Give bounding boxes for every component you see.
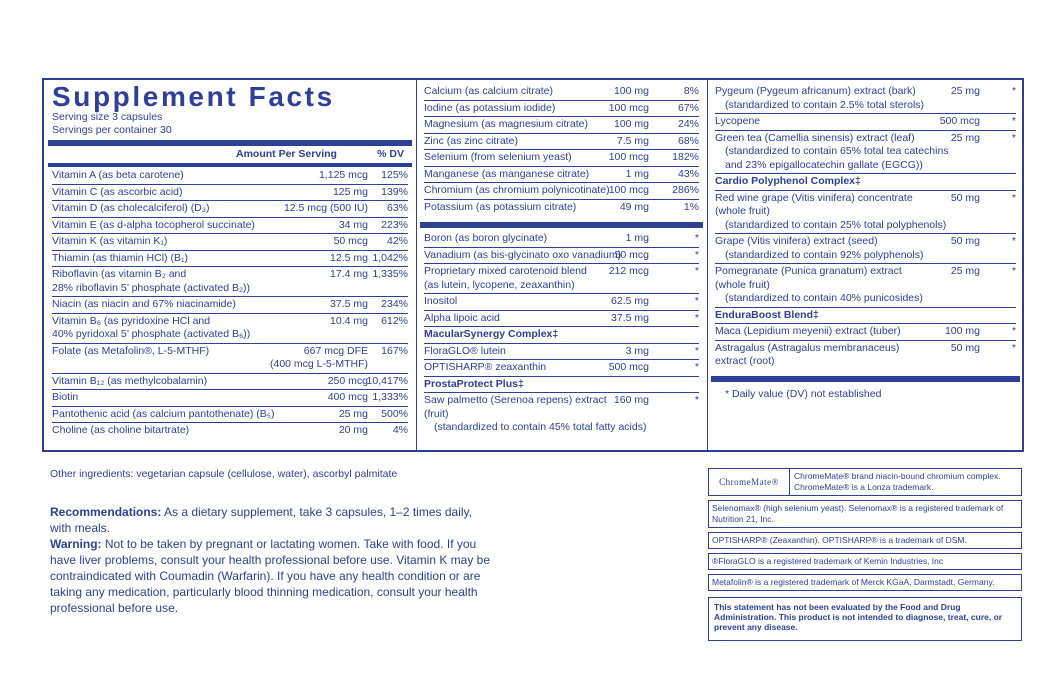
nutrient-amount: 400 mcg [327,391,368,403]
nutrient-amount: 1,125 mcg [318,169,368,181]
nutrient-dv: * [1011,325,1016,337]
nutrient-amount: 100 mcg [608,151,649,163]
nutrient-amount: 25 mg [950,131,980,144]
nutrient-amount: 50 mg [950,191,980,204]
thin-rule [48,163,412,167]
nutrient-dv: 234% [381,298,408,310]
warning-label: Warning: [50,537,102,551]
nutrient-name-line2: extract (root) [715,355,775,367]
recommendations-block [50,504,490,616]
nutrient-name-line2: (whole fruit) [715,205,770,217]
nutrient-dv: 182% [672,151,699,163]
nutrient-row [715,234,1016,264]
nutrient-row [424,294,699,311]
fda-disclaimer: This statement has not been evaluated by the Food and Drug Administration. This product is not intended to diagnose, treat, cure, or prevent any disease. [708,597,1022,641]
dv-note: * Daily value (DV) not established [725,388,882,400]
column-3 [707,80,1024,450]
nutrient-name: Vitamin E (as d-alpha tocopherol succinate) [52,218,255,231]
nutrient-row [52,267,408,297]
nutrient-row [52,185,408,202]
nutrient-name-line2: 40% pyridoxal 5’ phosphate (activated B₆)) [52,328,251,340]
nutrient-name: Alpha lipoic acid [424,311,500,324]
nutrient-row [52,407,408,424]
nutrient-name: Inositol [424,295,458,307]
nutrient-row [424,344,699,361]
column-1 [44,80,417,450]
nutrient-name: Vitamin A (as beta carotene) [52,169,184,181]
nutrient-name: Zinc (as zinc citrate) [424,134,518,147]
nutrient-dv: 10,417% [366,374,408,387]
nutrient-row [715,264,1016,308]
floraglo-trademark: ®FloraGLO is a registered trademark of Kemin Industries, Inc [708,553,1022,570]
nutrient-amount: 62.5 mg [611,295,649,307]
metafolin-trademark: Metafolin® is a registered trademark of Merck KGaA, Darmstadt, Germany. [708,574,1022,591]
nutrient-row [52,297,408,314]
nutrient-name: Riboflavin (as vitamin B₂ and [52,268,187,280]
chromemate-trademark [708,468,1022,496]
nutrient-dv: 1,042% [372,251,408,264]
nutrient-table-3 [715,84,1016,371]
nutrient-name-line3: (standardized to contain 25% total polyphenols) [725,218,947,231]
nutrient-name: Pomegranate (Punica granatum) extract [715,265,902,277]
nutrient-name: Biotin [52,391,79,403]
nutrient-name: Vitamin C (as ascorbic acid) [52,185,183,198]
nutrient-name: Saw palmetto (Serenoa repens) extract [424,394,607,406]
nutrient-name: Pantothenic acid (as calcium pantothenate) (B₅) [52,407,275,420]
nutrient-table-2b [424,231,699,437]
nutrient-amount: 7.5 mg [616,134,649,147]
nutrient-amount: 100 mg [613,118,649,130]
warning-text: Not to be taken by pregnant or lactating women. Take with food. If you have liver problems, consult your health professional before use. Vitamin K may be contraindicated with Coumadin (Warfarin). If you have any health condition or are taking any medication, particularly blood thinning medication, consult your health professional before use. [50,537,491,615]
nutrient-name: Lycopene [715,115,761,127]
nutrient-dv: 67% [677,101,699,114]
nutrient-row [52,374,408,391]
nutrient-row [715,341,1016,371]
nutrient-name: Vitamin K (as vitamin K₁) [52,235,168,247]
nutrient-row [52,390,408,407]
nutrient-name: Vitamin D (as cholecalciferol) (D₃) [52,202,210,214]
nutrient-name: Green tea (Camellia sinensis) extract (leaf) [715,131,915,144]
nutrient-amount: 1 mg [625,167,649,180]
nutrient-row [715,131,1016,175]
servings-per-container: Servings per container 30 [52,124,172,136]
nutrient-name-line2: (standardized to contain 65% total tea catechins [725,145,949,157]
nutrient-name: Maca (Lepidium meyenii) extract (tuber) [715,325,901,337]
nutrient-amount: 160 mg [613,394,649,406]
nutrient-row [424,84,699,101]
nutrient-dv: * [1011,131,1016,144]
nutrient-dv: * [1011,341,1016,354]
nutrient-row [52,218,408,235]
nutrient-name: Potassium (as potassium citrate) [424,200,577,213]
nutrient-amount: 25 mg [950,85,980,97]
nutrient-row [424,150,699,167]
nutrient-name-line3: (standardized to contain 45% total fatty acids) [434,421,647,433]
nutrient-name: EnduraBoost Blend‡ [715,308,819,321]
nutrient-name: FloraGLO® lutein [424,344,506,357]
chromemate-logo: ChromeMate® [709,469,790,495]
nutrient-row [715,324,1016,341]
nutrient-amount: 125 mg [332,185,368,198]
nutrient-row [424,117,699,134]
nutrient-dv: * [694,248,699,261]
nutrient-amount: 37.5 mg [611,311,649,324]
nutrient-amount: 12.5 mcg (500 IU) [283,202,368,214]
nutrient-row [424,200,699,217]
nutrient-name: Selenium (from selenium yeast) [424,151,572,163]
nutrient-amount: 25 mg [950,265,980,277]
nutrient-row [715,84,1016,114]
nutrient-name: Calcium (as calcium citrate) [424,85,553,97]
nutrient-amount-line2: (400 mcg L-5-MTHF) [269,358,368,370]
thick-rule-2 [420,222,703,228]
nutrient-name: ProstaProtect Plus‡ [424,377,524,390]
panel-title: Supplement Facts [52,81,335,112]
nutrient-name-line2: 28% riboflavin 5’ phosphate (activated B₂)) [52,281,251,294]
nutrient-dv: * [694,344,699,357]
nutrient-dv: * [694,311,699,324]
dv-header: % DV [377,148,404,160]
nutrient-amount: 100 mcg [608,101,649,114]
nutrient-name: MacularSynergy Complex‡ [424,328,559,340]
optisharp-trademark: OPTISHARP® (Zeaxanthin). OPTISHARP® is a trademark of DSM. [708,532,1022,549]
nutrient-name: Vitamin B₁₂ (as methylcobalamin) [52,374,208,387]
recommendations [50,504,490,536]
nutrient-name: OPTISHARP® zeaxanthin [424,361,547,373]
nutrient-amount: 10.4 mg [330,314,368,327]
nutrient-amount: 50 mcg [614,248,649,261]
nutrient-name: Vanadium (as bis-glycinato oxo vanadium) [424,248,622,261]
nutrient-row [52,251,408,268]
nutrient-dv: 612% [381,314,408,327]
nutrient-dv: * [1011,85,1016,97]
nutrient-amount: 50 mcg [333,235,368,247]
nutrient-row [715,114,1016,131]
nutrient-amount: 667 mcg DFE [303,344,368,357]
nutrient-name: Pygeum (Pygeum africanum) extract (bark) [715,85,916,97]
nutrient-row [424,231,699,248]
nutrient-row [52,168,408,185]
nutrient-name: Manganese (as manganese citrate) [424,167,590,180]
nutrient-dv: 42% [386,235,408,247]
recommendations-label: Recommendations: [50,505,162,519]
nutrient-dv: 223% [381,218,408,231]
group-heading [715,308,1016,325]
nutrient-row [424,311,699,328]
nutrient-amount: 34 mg [338,218,368,231]
other-ingredients: Other ingredients: vegetarian capsule (cellulose, water), ascorbyl palmitate [50,468,398,480]
nutrient-row [52,234,408,251]
nutrient-dv: * [1011,191,1016,204]
nutrient-row [52,423,408,440]
nutrient-name-line3: (standardized to contain 40% punicosides) [725,292,923,304]
nutrient-dv: 1% [683,200,699,213]
nutrient-name-line2: (whole fruit) [715,278,770,291]
nutrient-table-2a [424,84,699,216]
nutrient-row [424,183,699,200]
nutrient-dv: * [694,265,699,277]
nutrient-dv: * [694,394,699,406]
nutrient-table-1 [52,168,408,440]
nutrient-name: Cardio Polyphenol Complex‡ [715,175,861,187]
nutrient-name: Red wine grape (Vitis vinifera) concentrate [715,191,913,204]
nutrient-name: Vitamin B₆ (as pyridoxine HCl and [52,314,211,327]
nutrient-amount: 50 mg [950,235,980,247]
nutrient-dv: 43% [677,167,699,180]
nutrient-dv: 125% [381,169,408,181]
nutrient-amount: 50 mg [950,341,980,354]
nutrient-name: Niacin (as niacin and 67% niacinamide) [52,298,236,310]
nutrient-name: Grape (Vitis vinifera) extract (seed) [715,235,878,247]
nutrient-dv: 63% [386,202,408,214]
nutrient-name: Astragalus (Astragalus membranaceus) [715,341,900,354]
recommendations-text: As a dietary supplement, take 3 capsules, 1–2 times daily, with meals. [50,505,472,535]
column-2 [416,80,708,450]
nutrient-amount: 212 mcg [608,265,649,277]
supplement-facts-panel [42,78,1024,452]
nutrient-name: Choline (as choline bitartrate) [52,424,190,436]
nutrient-row [52,314,408,344]
nutrient-dv: 167% [381,344,408,357]
nutrient-amount: 37.5 mg [330,298,368,310]
nutrient-row [424,167,699,184]
nutrient-name-line2: (fruit) [424,407,449,420]
nutrient-amount: 100 mcg [608,184,649,196]
nutrient-dv: 139% [381,185,408,198]
nutrient-row [424,248,699,265]
nutrient-name: Thiamin (as thiamin HCl) (B₁) [52,251,188,264]
nutrient-dv: * [694,295,699,307]
nutrient-amount: 500 mcg [939,115,980,127]
nutrient-dv: 286% [672,184,699,196]
nutrient-amount: 1 mg [625,232,649,244]
warning [50,536,490,616]
nutrient-amount: 17.4 mg [330,268,368,280]
nutrient-amount: 25 mg [338,407,368,420]
nutrient-amount: 49 mg [619,200,649,213]
nutrient-name-line2: (as lutein, lycopene, zeaxanthin) [424,278,575,291]
nutrient-name: Chromium (as chromium polynicotinate) [424,184,610,196]
selenomax-trademark: Selenomax® (high selenium yeast). Selenomax® is a registered trademark of Nutrition 21, Inc. [708,500,1022,528]
nutrient-dv: 8% [683,85,699,97]
nutrient-name-line3: and 23% epigallocatechin gallate (EGCG)) [725,158,923,171]
thick-rule-3 [711,376,1020,382]
nutrient-amount: 100 mg [944,325,980,337]
nutrient-row [52,201,408,218]
nutrient-name-line2: (standardized to contain 92% polyphenols) [725,248,924,261]
nutrient-name: Boron (as boron glycinate) [424,232,548,244]
nutrient-dv: 68% [677,134,699,147]
nutrient-name: Magnesium (as magnesium citrate) [424,118,588,130]
nutrient-dv: * [1011,235,1016,247]
nutrient-row [424,134,699,151]
nutrient-amount: 20 mg [338,424,368,436]
serving-size: Serving size 3 capsules [52,111,163,123]
group-heading [424,327,699,344]
nutrient-dv: 24% [677,118,699,130]
nutrient-row [424,264,699,294]
nutrient-dv: 1,335% [372,268,408,280]
nutrient-amount: 12.5 mg [330,251,368,264]
nutrient-amount: 500 mcg [608,361,649,373]
nutrient-name: Folate (as Metafolin®, L-5-MTHF) [52,344,210,357]
column-header [52,148,408,162]
amount-header: Amount Per Serving [236,148,337,160]
chromemate-text: ChromeMate® brand niacin-bound chromium complex. ChromeMate® is a Lonza trademark. [794,471,1001,492]
nutrient-dv: * [694,361,699,373]
nutrient-amount: 100 mg [613,85,649,97]
nutrient-row [424,393,699,437]
nutrient-name: Iodine (as potassium iodide) [424,101,556,114]
nutrient-dv: * [694,232,699,244]
group-heading [715,174,1016,191]
nutrient-dv: 4% [392,424,408,436]
nutrient-amount: 250 mcg [327,374,368,387]
nutrient-row [424,360,699,377]
nutrient-dv: * [1011,115,1016,127]
nutrient-dv: 500% [381,407,408,420]
nutrient-amount: 3 mg [625,344,649,357]
nutrient-name-line2: (standardized to contain 2.5% total sterols) [725,98,925,111]
nutrient-row [715,191,1016,235]
nutrient-name: Proprietary mixed carotenoid blend [424,265,587,277]
nutrient-dv: * [1011,265,1016,277]
group-heading [424,377,699,394]
nutrient-dv: 1,333% [372,391,408,403]
nutrient-row [424,101,699,118]
nutrient-row [52,344,408,374]
thick-rule [48,140,412,146]
